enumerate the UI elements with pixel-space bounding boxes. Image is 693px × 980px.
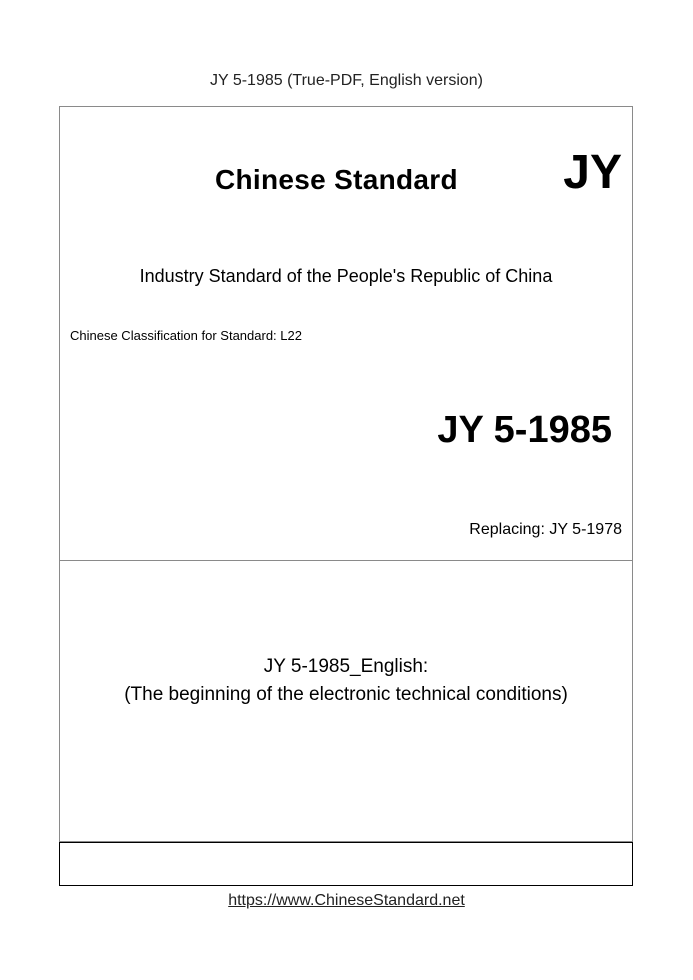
standard-code-mark: JY: [563, 146, 622, 199]
website-link[interactable]: https://www.ChineseStandard.net: [228, 892, 465, 909]
section-divider: [60, 560, 632, 561]
english-title-line-2: (The beginning of the electronic technical conditions): [124, 684, 568, 705]
english-title-line-1: JY 5-1985_English:: [263, 656, 429, 677]
cover-box: [59, 106, 633, 842]
classification-line: Chinese Classification for Standard: L22: [70, 328, 302, 343]
footer-box: [59, 842, 633, 886]
replacing-line: Replacing: JY 5-1978: [469, 521, 622, 538]
document-header: JY 5-1985 (True-PDF, English version): [210, 72, 483, 89]
standard-number: JY 5-1985: [437, 409, 612, 451]
cover-title: Chinese Standard: [215, 164, 458, 195]
english-title: [60, 653, 632, 709]
industry-standard-line: Industry Standard of the People's Republic of China: [139, 266, 553, 286]
